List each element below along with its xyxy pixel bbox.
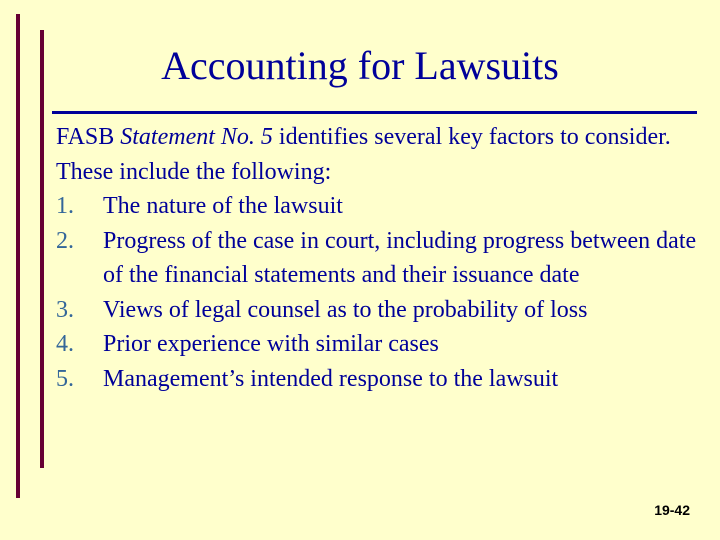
title-underline [52, 111, 697, 114]
intro-text-end: identifies several key factors to consider. These include the following: [56, 124, 671, 185]
item-text: The nature of the lawsuit [103, 193, 343, 219]
item-text: Management’s intended response to the lawsuit [103, 365, 559, 392]
list-item [56, 293, 706, 328]
item-text: Prior experience with similar cases [103, 331, 439, 357]
list-item [56, 327, 706, 362]
item-number: 3. [56, 296, 74, 323]
item-number: 2. [56, 227, 74, 254]
slide-title: Accounting for Lawsuits [161, 43, 559, 88]
item-number: 5. [56, 365, 74, 392]
item-number: 1. [56, 193, 74, 219]
statement-reference: Statement No. 5 [120, 124, 273, 150]
left-accent-bar-outer [16, 14, 20, 498]
item-text: Progress of the case in court, including progress between date of the financial statements and their issuance date [103, 227, 697, 288]
list-item [56, 189, 706, 224]
intro-paragraph [56, 120, 706, 189]
list-item [56, 224, 706, 293]
slide-number: 19-42 [654, 502, 690, 518]
slide-body [56, 120, 706, 396]
factors-list [56, 189, 706, 396]
item-text: Views of legal counsel as to the probability of loss [103, 296, 588, 323]
list-item [56, 362, 706, 397]
left-accent-bar-inner [40, 30, 44, 468]
intro-text-start: FASB [56, 124, 121, 150]
item-number: 4. [56, 331, 74, 357]
